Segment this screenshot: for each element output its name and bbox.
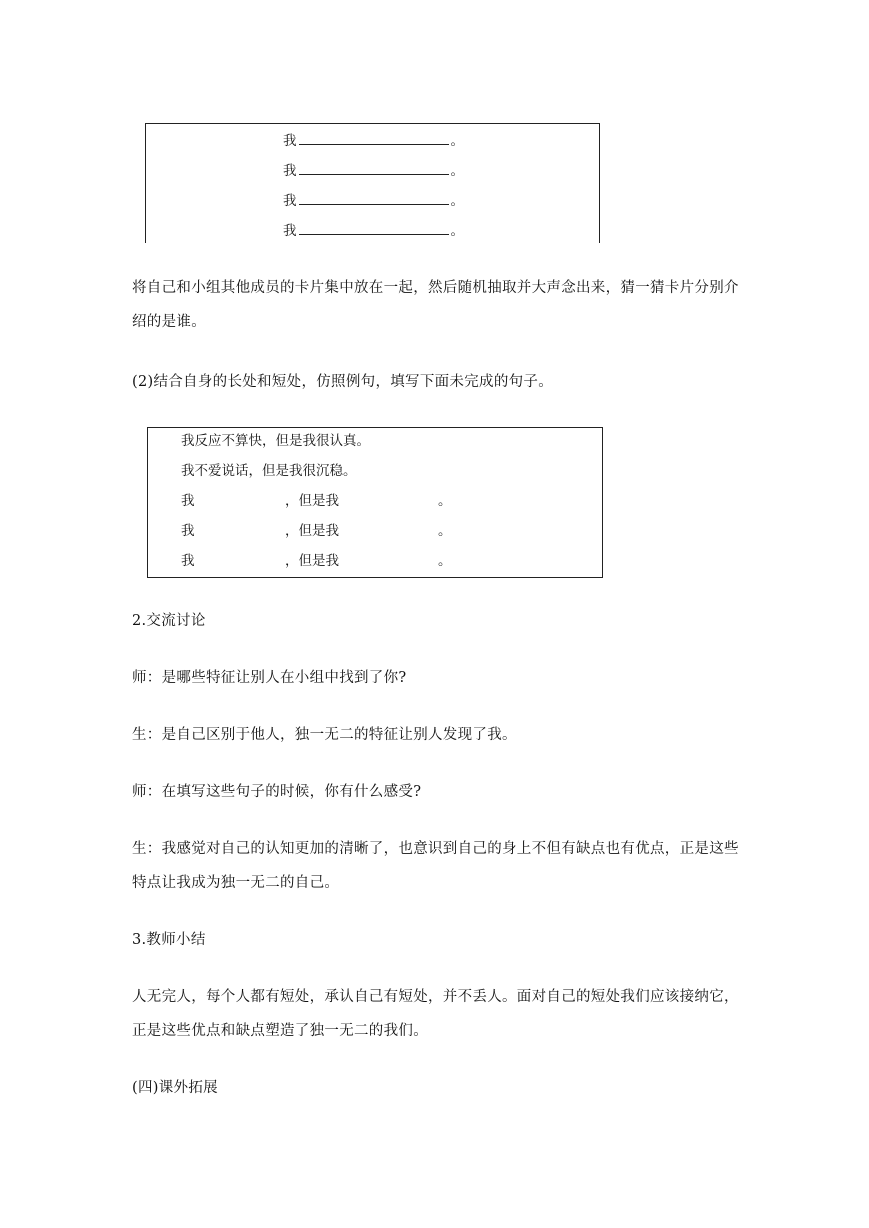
card-row-prefix: 我 xyxy=(283,193,297,209)
paragraph-card-game: 将自己和小组其他成员的卡片集中放在一起，然后随机抽取并大声念出来，猜一猜卡片分别介绍的是谁。 xyxy=(132,280,739,330)
card-row-end: 。 xyxy=(450,193,464,209)
fill-row xyxy=(181,520,481,542)
fill-row xyxy=(181,490,481,512)
card-row xyxy=(283,190,464,212)
fill-row-start: 我 xyxy=(181,553,195,569)
fill-row-middle: ，但是我 xyxy=(285,523,339,539)
card-row-prefix: 我 xyxy=(283,133,297,149)
card-row-end: 。 xyxy=(450,223,464,239)
blank-line xyxy=(299,220,449,235)
dialog-line: 生：是自己区别于他人，独一无二的特征让别人发现了我。 xyxy=(132,727,517,743)
section-heading: 3.教师小结 xyxy=(132,932,206,948)
fill-row-middle: ，但是我 xyxy=(285,553,339,569)
card-row-prefix: 我 xyxy=(283,163,297,179)
dialog-line: 师：是哪些特征让别人在小组中找到了你? xyxy=(132,670,407,686)
card-row-end: 。 xyxy=(450,163,464,179)
dialog-line: 生：我感觉对自己的认知更加的清晰了，也意识到自己的身上不但有缺点也有优点，正是这些特点让我成为独一无二的自己。 xyxy=(132,841,739,891)
item-2-instruction: (2)结合自身的长处和短处，仿照例句，填写下面未完成的句子。 xyxy=(132,374,554,390)
fill-row-start: 我 xyxy=(181,523,195,539)
card-row-prefix: 我 xyxy=(283,223,297,239)
example-sentence: 我反应不算快，但是我很认真。 xyxy=(181,433,370,449)
card-row xyxy=(283,220,464,242)
card-box xyxy=(145,123,600,243)
card-row xyxy=(283,160,464,182)
example-box xyxy=(147,427,603,578)
card-row xyxy=(283,130,464,152)
fill-row-end: 。 xyxy=(438,523,452,539)
summary-paragraph: 人无完人，每个人都有短处，承认自己有短处，并不丢人。面对自己的短处我们应该接纳它，正是这些优点和缺点塑造了独一无二的我们。 xyxy=(132,989,739,1039)
section-heading: 2.交流讨论 xyxy=(132,613,206,629)
fill-row-start: 我 xyxy=(181,493,195,509)
fill-row xyxy=(181,550,481,572)
section-heading: (四)课外拓展 xyxy=(132,1080,218,1096)
blank-line xyxy=(299,160,449,175)
example-sentence: 我不爱说话，但是我很沉稳。 xyxy=(181,463,357,479)
dialog-line: 师：在填写这些句子的时候，你有什么感受? xyxy=(132,784,422,800)
fill-row-middle: ，但是我 xyxy=(285,493,339,509)
blank-line xyxy=(299,190,449,205)
card-row-end: 。 xyxy=(450,133,464,149)
fill-row-end: 。 xyxy=(438,553,452,569)
fill-row-end: 。 xyxy=(438,493,452,509)
blank-line xyxy=(299,130,449,145)
